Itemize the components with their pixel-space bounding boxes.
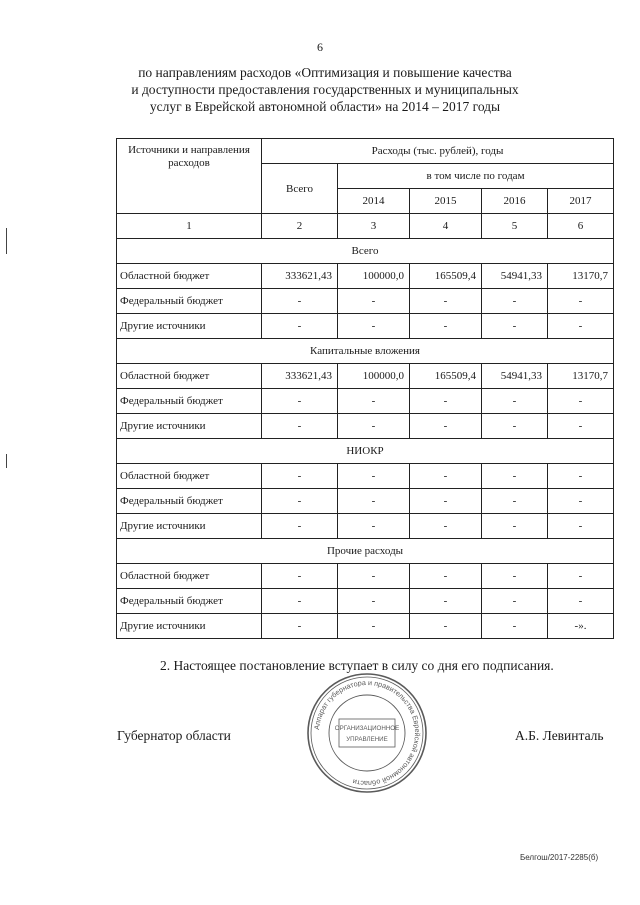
- table-row: [117, 414, 614, 439]
- amount-cell: -: [262, 589, 338, 614]
- row-label: Федеральный бюджет: [117, 589, 262, 614]
- section-title: Капитальные вложения: [117, 339, 614, 364]
- amount-cell: -: [338, 589, 410, 614]
- amount-cell: -: [338, 614, 410, 639]
- table-row: [117, 389, 614, 414]
- signatory-title: Губернатор области: [117, 728, 231, 743]
- amount-cell: 13170,7: [548, 264, 614, 289]
- seal-inner-ring: [329, 695, 405, 771]
- header-year: 2015: [410, 189, 482, 214]
- row-label: Другие источники: [117, 514, 262, 539]
- amount-cell: -: [262, 414, 338, 439]
- amount-cell: -: [262, 514, 338, 539]
- section-title: НИОКР: [117, 439, 614, 464]
- amount-cell: 13170,7: [548, 364, 614, 389]
- section-row: [117, 339, 614, 364]
- table-row: [117, 289, 614, 314]
- amount-cell: -: [410, 564, 482, 589]
- table-row: [117, 489, 614, 514]
- amount-cell: 54941,33: [482, 364, 548, 389]
- signatory-name: А.Б. Левинталь: [515, 728, 604, 743]
- amount-cell: -: [548, 464, 614, 489]
- seal-center-text-line: УПРАВЛЕНИЕ: [346, 736, 388, 743]
- amount-cell: -: [338, 514, 410, 539]
- row-label: Федеральный бюджет: [117, 389, 262, 414]
- amount-cell: -: [410, 489, 482, 514]
- table-row: [117, 514, 614, 539]
- seal-outer-ring-thin: [311, 677, 423, 789]
- header-expenses: Расходы (тыс. рублей), годы: [262, 139, 614, 164]
- amount-cell: -: [482, 564, 548, 589]
- amount-cell: -: [548, 514, 614, 539]
- official-seal-stamp: [305, 671, 429, 795]
- table-row: [117, 264, 614, 289]
- amount-cell: -: [548, 314, 614, 339]
- table-row: [117, 589, 614, 614]
- amount-cell: -: [262, 564, 338, 589]
- amount-cell: -: [482, 464, 548, 489]
- amount-cell: -: [262, 314, 338, 339]
- document-reference-code: Белгош/2017-2285(б): [520, 853, 599, 862]
- amount-cell: 165509,4: [410, 264, 482, 289]
- amount-cell: -: [338, 564, 410, 589]
- amount-cell: -: [482, 614, 548, 639]
- section-row: [117, 239, 614, 264]
- amount-cell: -: [262, 489, 338, 514]
- header-year: 2014: [338, 189, 410, 214]
- amount-cell: -: [482, 414, 548, 439]
- heading-line: услуг в Еврейской автономной области» на 2014 – 2017 годы: [149, 99, 501, 114]
- table-body: [117, 239, 614, 639]
- amount-cell: -: [410, 389, 482, 414]
- amount-cell: 165509,4: [410, 364, 482, 389]
- amount-cell: 333621,43: [262, 264, 338, 289]
- amount-cell: -: [482, 589, 548, 614]
- amount-cell: -».: [548, 614, 614, 639]
- amount-cell: -: [548, 414, 614, 439]
- table-row: [117, 614, 614, 639]
- heading-line: и доступности предоставления государственных и муниципальных: [131, 82, 519, 97]
- amount-cell: -: [338, 314, 410, 339]
- row-label: Областной бюджет: [117, 464, 262, 489]
- amount-cell: -: [482, 289, 548, 314]
- amount-cell: -: [338, 414, 410, 439]
- amount-cell: -: [548, 489, 614, 514]
- amount-cell: 100000,0: [338, 264, 410, 289]
- amount-cell: -: [410, 589, 482, 614]
- table-row: [117, 564, 614, 589]
- heading-line: по направлениям расходов «Оптимизация и повышение качества: [138, 65, 512, 80]
- amount-cell: 333621,43: [262, 364, 338, 389]
- amount-cell: 100000,0: [338, 364, 410, 389]
- amount-cell: 54941,33: [482, 264, 548, 289]
- header-by-years: в том числе по годам: [338, 164, 614, 189]
- amount-cell: -: [482, 389, 548, 414]
- amount-cell: -: [338, 389, 410, 414]
- row-label: Другие источники: [117, 414, 262, 439]
- amount-cell: -: [482, 489, 548, 514]
- seal-outer-ring: [308, 674, 426, 792]
- amount-cell: -: [482, 314, 548, 339]
- section-row: [117, 439, 614, 464]
- scan-edge-mark: [6, 454, 7, 468]
- amount-cell: -: [410, 314, 482, 339]
- section-title: Всего: [117, 239, 614, 264]
- header-year: 2016: [482, 189, 548, 214]
- row-label: Областной бюджет: [117, 264, 262, 289]
- row-label: Областной бюджет: [117, 564, 262, 589]
- table-row: [117, 314, 614, 339]
- row-label: Другие источники: [117, 614, 262, 639]
- budget-table: [116, 138, 614, 639]
- amount-cell: -: [482, 514, 548, 539]
- header-year: 2017: [548, 189, 614, 214]
- row-label: Другие источники: [117, 314, 262, 339]
- amount-cell: -: [262, 464, 338, 489]
- amount-cell: -: [548, 564, 614, 589]
- column-number: 4: [410, 214, 482, 239]
- table-row: [117, 464, 614, 489]
- column-number: 6: [548, 214, 614, 239]
- amount-cell: -: [262, 389, 338, 414]
- amount-cell: -: [410, 464, 482, 489]
- amount-cell: -: [410, 414, 482, 439]
- table-row: [117, 364, 614, 389]
- column-number: 1: [117, 214, 262, 239]
- document-heading: [90, 64, 560, 115]
- column-number: 2: [262, 214, 338, 239]
- header-sources: Источники и направления расходов: [117, 139, 262, 214]
- section-row: [117, 539, 614, 564]
- amount-cell: -: [548, 589, 614, 614]
- page-number: 6: [317, 40, 323, 54]
- column-number-row: [117, 214, 614, 239]
- row-label: Федеральный бюджет: [117, 489, 262, 514]
- column-number: 3: [338, 214, 410, 239]
- amount-cell: -: [262, 614, 338, 639]
- amount-cell: -: [548, 289, 614, 314]
- amount-cell: -: [338, 289, 410, 314]
- row-label: Областной бюджет: [117, 364, 262, 389]
- seal-center-text-line: ОРГАНИЗАЦИОННОЕ: [334, 725, 400, 732]
- section-title: Прочие расходы: [117, 539, 614, 564]
- amount-cell: -: [410, 289, 482, 314]
- header-total: Всего: [262, 164, 338, 214]
- effective-date-clause: 2. Настоящее постановление вступает в силу со дня его подписания.: [160, 658, 554, 673]
- column-number: 5: [482, 214, 548, 239]
- amount-cell: -: [410, 614, 482, 639]
- amount-cell: -: [338, 464, 410, 489]
- table-header: [117, 139, 614, 239]
- amount-cell: -: [262, 289, 338, 314]
- amount-cell: -: [338, 489, 410, 514]
- seal-ring-text: Аппарат губернатора и правительства Еврейской автономной области: [312, 677, 423, 789]
- scan-edge-mark: [6, 228, 7, 254]
- amount-cell: -: [548, 389, 614, 414]
- row-label: Федеральный бюджет: [117, 289, 262, 314]
- amount-cell: -: [410, 514, 482, 539]
